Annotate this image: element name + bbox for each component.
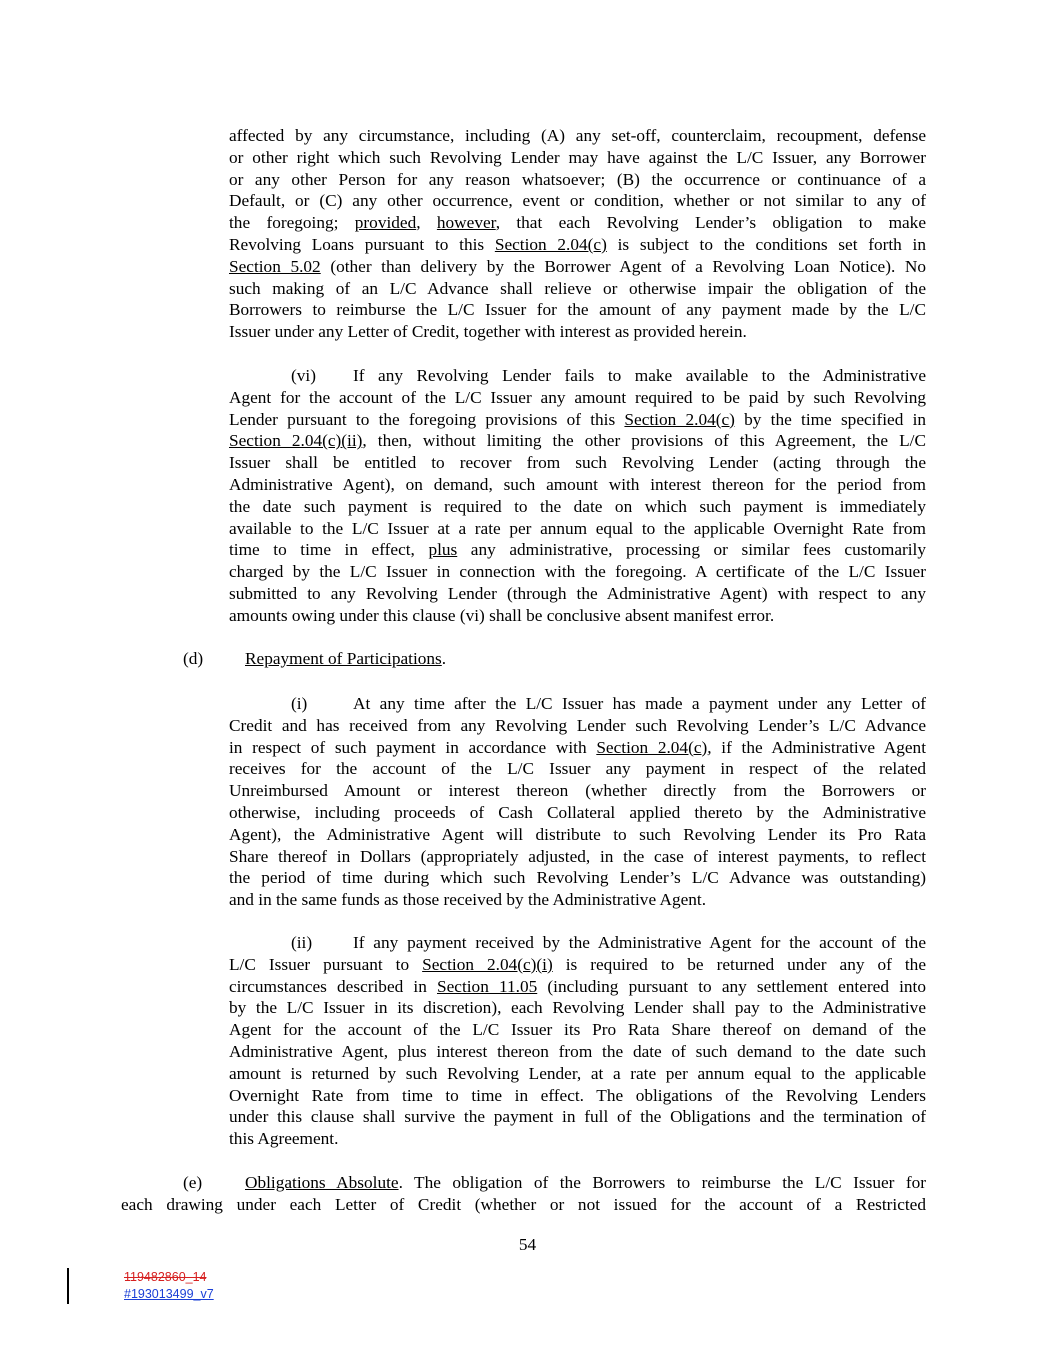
section-d-heading [183, 648, 446, 670]
text-segment: , [416, 213, 437, 233]
text-line [229, 693, 926, 715]
text-segment: by the time specified in [734, 409, 927, 429]
text-line [229, 169, 926, 191]
old-document-id: 119482860_14 [124, 1270, 207, 1284]
text-segment: and in the same funds as those received by the Administrative Agent. [229, 890, 707, 910]
text-line [229, 387, 926, 409]
text-line [229, 1106, 926, 1128]
text-segment: this Agreement. [229, 1129, 339, 1149]
text-line [229, 780, 926, 802]
text-line [229, 1019, 926, 1041]
text-line [229, 256, 926, 278]
text-segment: the period of time during which such Revolving Lender’s L/C Advance was outstanding) [229, 868, 926, 888]
text-segment: Share thereof in Dollars (appropriately adjusted, in the case of interest payments, to reflect [229, 846, 926, 866]
text-line [229, 802, 926, 824]
cross-reference: Section 2.04(c) [596, 737, 708, 757]
text-segment: submitted to any Revolving Lender (through the Administrative Agent) with respect to any [229, 583, 926, 603]
text-segment: Credit and has received from any Revolving Lender such Revolving Lender’s L/C Advance [229, 715, 926, 735]
text-line [229, 365, 926, 387]
text-line [229, 474, 926, 496]
text-line [229, 583, 926, 605]
text-segment: L/C Issuer pursuant to [229, 954, 423, 974]
text-line [229, 234, 926, 256]
text-segment: or other right which such Revolving Lender may have against the L/C Issuer, any Borrower [229, 147, 926, 167]
page-number: 54 [518, 1235, 537, 1254]
text-line [229, 496, 926, 518]
text-line [229, 758, 926, 780]
text-line [229, 824, 926, 846]
text-line [229, 715, 926, 737]
clause-number: (i) [291, 694, 308, 713]
text-segment: (other than delivery by the Borrower Agent of a Revolving Loan Notice). No [320, 256, 927, 276]
text-line [229, 409, 926, 431]
text-segment: Revolving Loans pursuant to this [229, 234, 495, 254]
text-segment: Issuer shall be entitled to recover from such Revolving Lender (acting through the [229, 453, 926, 473]
text-segment: If any payment received by the Administrative Agent for the account of the [353, 933, 926, 952]
cross-reference: provided [354, 213, 417, 233]
text-segment: Lender pursuant to the foregoing provisions of this [229, 409, 625, 429]
text-line [229, 1041, 926, 1063]
text-line [229, 1085, 926, 1107]
cross-reference: Section 5.02 [229, 256, 321, 276]
text-line [229, 1128, 926, 1150]
text-line [229, 278, 926, 300]
new-document-id: #193013499_v7 [124, 1287, 214, 1301]
clause-number: (vi) [291, 366, 316, 385]
text-segment: the date such payment is required to the date on which such payment is immediately [229, 496, 926, 516]
text-segment: any administrative, processing or similar fees customarily [457, 540, 926, 560]
clause-number: (ii) [291, 933, 313, 952]
paragraph-vi [229, 365, 926, 627]
text-line [229, 737, 926, 759]
text-line [229, 867, 926, 889]
text-segment: If any Revolving Lender fails to make available to the Administrative [353, 366, 926, 385]
cross-reference: Section 2.04(c)(i) [422, 954, 553, 974]
text-segment: each drawing under each Letter of Credit (whether or not issued for the account of a Restricted [121, 1195, 926, 1214]
text-segment: the foregoing; [229, 213, 355, 233]
text-segment: Unreimbursed Amount or interest thereon (whether directly from the Borrowers or [229, 781, 926, 801]
text-line [229, 976, 926, 998]
text-line [229, 430, 926, 452]
text-line [229, 321, 926, 343]
paragraph-d-ii [229, 932, 926, 1150]
text-segment: time to time in effect, [229, 540, 429, 560]
text-segment: amount is returned by such Revolving Lender, at a rate per annum equal to the applicable [229, 1063, 926, 1083]
text-line [229, 125, 926, 147]
section-e-heading [183, 1172, 926, 1194]
text-line [229, 997, 926, 1019]
cross-reference: Section 2.04(c)(ii) [229, 431, 363, 451]
text-segment: Issuer under any Letter of Credit, together with interest as provided herein. [229, 322, 747, 342]
paragraph-continuation [229, 125, 926, 343]
text-line [229, 299, 926, 321]
text-segment: is required to be returned under any of the [552, 954, 926, 974]
text-segment: in respect of such payment in accordance with [229, 737, 597, 757]
text-segment: such making of an L/C Advance shall relieve or otherwise impair the obligation of the [229, 278, 926, 298]
text-line [121, 1194, 926, 1216]
cross-reference: Section 2.04(c) [624, 409, 735, 429]
section-d-after: . [441, 649, 447, 668]
text-segment: charged by the L/C Issuer in connection with the foregoing. A certificate of the L/C Issuer [229, 562, 926, 582]
section-e-title: Obligations Absolute [245, 1173, 399, 1192]
change-bar [67, 1268, 69, 1304]
text-line [229, 190, 926, 212]
text-line [229, 147, 926, 169]
text-line [229, 932, 926, 954]
cross-reference: Section 11.05 [437, 976, 538, 996]
section-d-label: (d) [183, 649, 204, 668]
section-e-after: . The obligation of the Borrowers to reimburse the L/C Issuer for [398, 1173, 926, 1192]
text-segment: by the L/C Issuer in its discretion), each Revolving Lender shall pay to the Administrative [229, 998, 926, 1018]
text-segment: Agent), the Administrative Agent will distribute to such Revolving Lender its Pro Rata [229, 824, 926, 844]
section-e-label: (e) [183, 1173, 203, 1192]
text-segment: circumstances described in [229, 976, 437, 996]
text-line [229, 539, 926, 561]
text-segment: , if the Administrative Agent [707, 737, 926, 757]
text-line [229, 518, 926, 540]
text-segment: under this clause shall survive the payment in full of the Obligations and the termination of [229, 1107, 926, 1127]
text-line [229, 212, 926, 234]
text-line [229, 605, 926, 627]
text-line [229, 954, 926, 976]
text-segment: Borrowers to reimburse the L/C Issuer for the amount of any payment made by the L/C [229, 300, 926, 320]
text-segment: Agent for the account of the L/C Issuer any amount required to be paid by such Revolving [229, 387, 926, 407]
cross-reference: Section 2.04(c) [494, 234, 607, 254]
text-line [229, 846, 926, 868]
text-segment: otherwise, including proceeds of Cash Collateral applied thereto by the Administrative [229, 802, 926, 822]
text-segment: Overnight Rate from time to time in effect. The obligations of the Revolving Lenders [229, 1085, 926, 1105]
paragraph-d-i [229, 693, 926, 911]
text-segment: receives for the account of the L/C Issuer any payment in respect of the related [229, 759, 926, 779]
text-segment: Default, or (C) any other occurrence, event or condition, whether or not similar to any of [229, 191, 926, 211]
text-segment: Agent for the account of the L/C Issuer its Pro Rata Share thereof on demand of the [229, 1020, 926, 1040]
text-line [229, 452, 926, 474]
text-segment: or any other Person for any reason whatsoever; (B) the occurrence or continuance of a [229, 169, 926, 189]
text-segment: available to the L/C Issuer at a rate per annum equal to the applicable Overnight Rate from [229, 518, 926, 538]
text-segment: , that each Revolving Lender’s obligation to make [495, 213, 926, 233]
text-line [229, 561, 926, 583]
text-segment: affected by any circumstance, including (A) any set-off, counterclaim, recoupment, defense [229, 126, 926, 145]
paragraph-e [121, 1194, 926, 1216]
text-segment: amounts owing under this clause (vi) shall be conclusive absent manifest error. [229, 605, 775, 625]
text-segment: (including pursuant to any settlement entered into [537, 976, 926, 996]
text-line [229, 1063, 926, 1085]
text-segment: is subject to the conditions set forth in [606, 234, 926, 254]
section-d-title: Repayment of Participations [245, 649, 442, 668]
text-segment: , then, without limiting the other provisions of this Agreement, the L/C [362, 431, 926, 451]
text-segment: At any time after the L/C Issuer has made a payment under any Letter of [353, 694, 926, 713]
text-line [229, 889, 926, 911]
text-segment: Administrative Agent, plus interest thereon from the date of such demand to the date such [229, 1041, 926, 1061]
cross-reference: however [436, 213, 496, 233]
cross-reference: plus [428, 540, 458, 560]
text-segment: Administrative Agent), on demand, such amount with interest thereon for the period from [229, 474, 926, 494]
